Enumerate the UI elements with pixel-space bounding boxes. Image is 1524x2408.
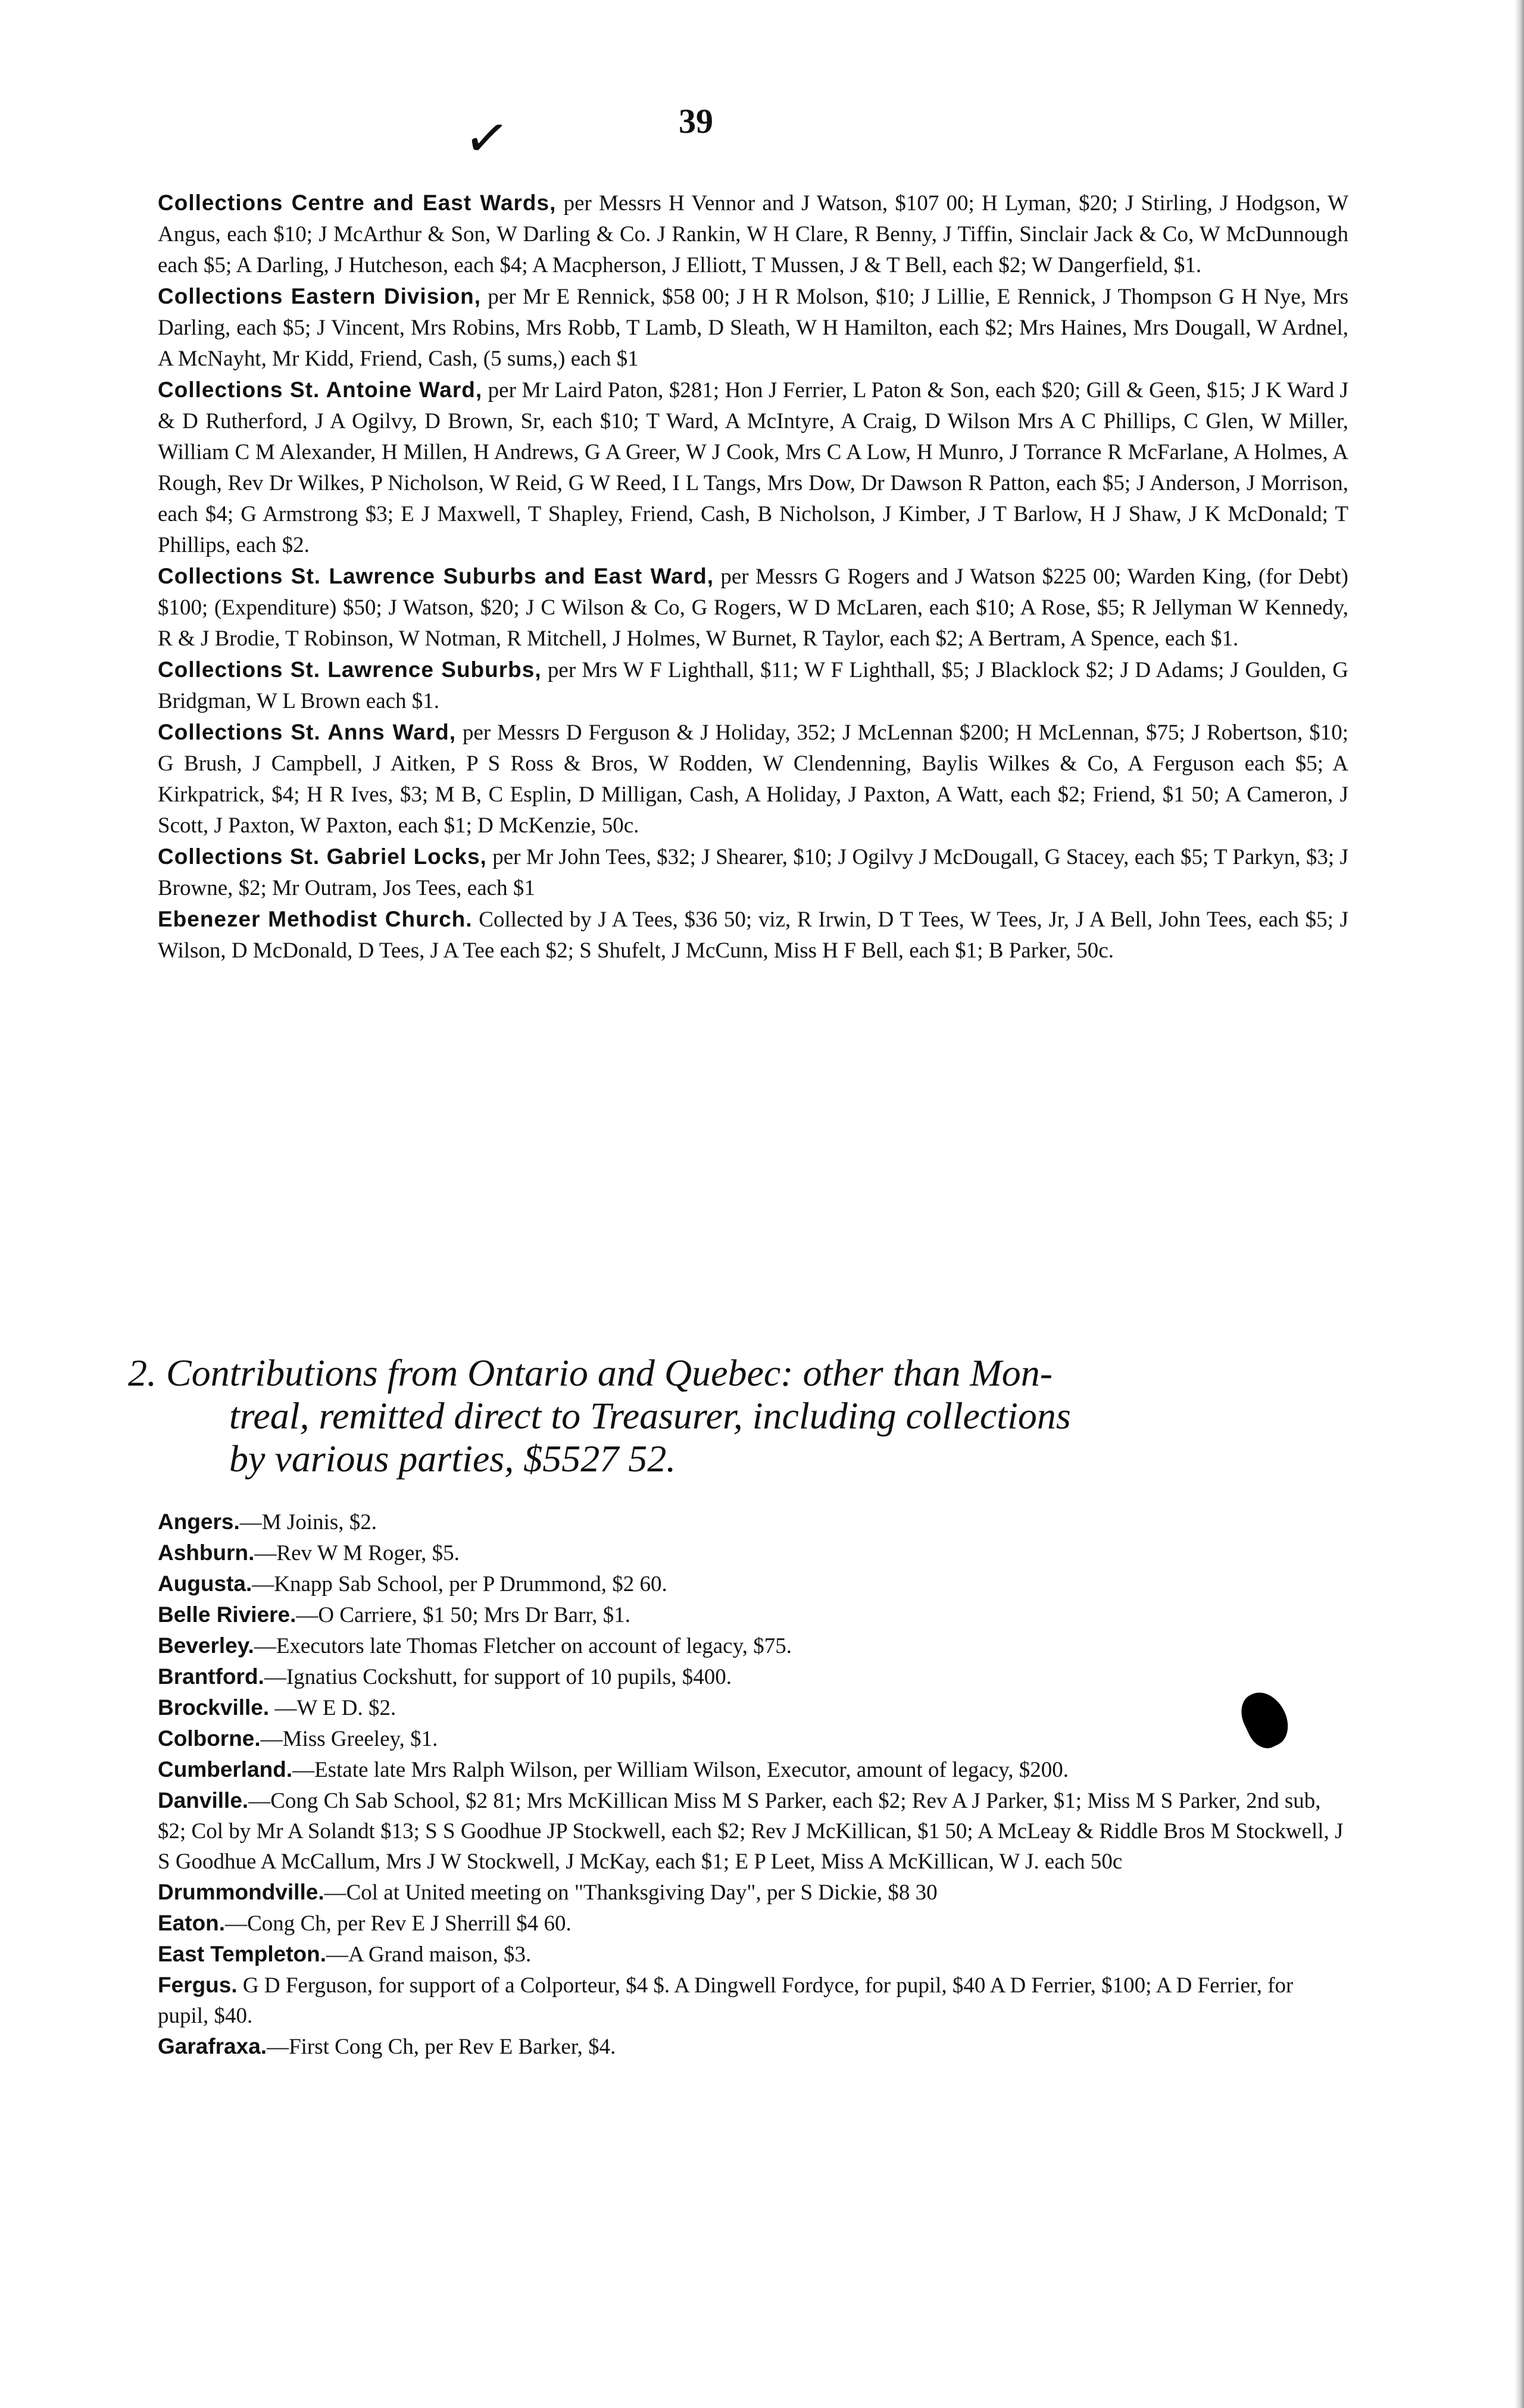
place-text: —Knapp Sab School, per P Drummond, $2 60.	[252, 1572, 667, 1596]
place-text: —O Carriere, $1 50; Mrs Dr Barr, $1.	[296, 1603, 631, 1627]
collection-text: Collected by J A Tees, $36 50; viz, R Irwin, D T Tees, W Tees, Jr, J A Bell, John Tees, each $5; J Wilson, D McDonald, D Tees, J A Tee each $2; S Shufelt, J McCunn, Miss H F Bell, each $1; B Parker, 50c.	[158, 907, 1348, 963]
place-entry	[158, 1970, 1348, 2031]
place-entry	[158, 1506, 1348, 1537]
collections-list	[158, 188, 1348, 966]
collection-paragraph	[158, 561, 1348, 654]
place-name: Eaton.	[158, 1911, 226, 1935]
collection-text: per Messrs H Vennor and J Watson, $107 00; H Lyman, $20; J Stirling, J Hodgson, W Angus, each $10; J McArthur & Son, W Darling & Co. J Rankin, W H Clare, R Benny, J Tiffin, Sinclair Jack & Co, W McDunnough each $5; A Darling, J Hutcheson, each $4; A Macpherson, J Elliott, T Mussen, J & T Bell, each $2; W Dangerfield, $1.	[158, 191, 1348, 277]
place-name: Brockville.	[158, 1695, 270, 1720]
place-entry	[158, 1537, 1348, 1568]
section-heading-line: 2. Contributions from Ontario and Quebec: other than Mon-	[128, 1352, 1053, 1394]
place-entry	[158, 1754, 1348, 1785]
place-entry	[158, 1599, 1348, 1630]
place-entry	[158, 2031, 1348, 2062]
place-entry	[158, 1661, 1348, 1692]
place-name: Brantford.	[158, 1664, 264, 1689]
section-heading-line: by various parties, $5527 52.	[229, 1437, 676, 1480]
place-name: Danville.	[158, 1788, 249, 1813]
place-text: —Miss Greeley, $1.	[260, 1727, 438, 1751]
place-entry	[158, 1908, 1348, 1939]
place-name: Cumberland.	[158, 1757, 293, 1782]
check-mark-icon: ✓	[460, 107, 513, 171]
collection-heading: Ebenezer Methodist Church.	[158, 907, 473, 931]
collection-paragraph	[158, 841, 1348, 904]
place-name: Beverley.	[158, 1633, 254, 1658]
place-name: Angers.	[158, 1509, 240, 1534]
collection-heading: Collections St. Gabriel Locks,	[158, 844, 487, 869]
place-entry	[158, 1785, 1348, 1877]
place-name: Belle Riviere.	[158, 1602, 296, 1627]
place-entry	[158, 1568, 1348, 1599]
page-edge-shadow	[1514, 0, 1524, 2408]
place-entry	[158, 1877, 1348, 1908]
collection-heading: Collections St. Antoine Ward,	[158, 378, 483, 402]
place-entry	[158, 1939, 1348, 1970]
place-text: —Rev W M Roger, $5.	[254, 1541, 460, 1565]
collection-paragraph	[158, 717, 1348, 841]
collection-heading: Collections St. Lawrence Suburbs,	[158, 657, 542, 682]
place-text: —W E D. $2.	[269, 1696, 396, 1720]
collection-paragraph	[158, 654, 1348, 717]
place-text: G D Ferguson, for support of a Colporteur, $4 $. A Dingwell Fordyce, for pupil, $40 A D Ferrier, $100; A D Ferrier, for pupil, $40.	[158, 1973, 1294, 2028]
collection-heading: Collections Eastern Division,	[158, 284, 482, 308]
place-text: —Ignatius Cockshutt, for support of 10 pupils, $400.	[264, 1665, 732, 1689]
collection-paragraph	[158, 188, 1348, 281]
collection-paragraph	[158, 281, 1348, 375]
page-number: 39	[679, 102, 713, 141]
collection-text: per Messrs G Rogers and J Watson $225 00; Warden King, (for Debt) $100; (Expenditure) $50; J Watson, $20; J C Wilson & Co, G Rogers, W D McLaren, each $10; A Rose, $5; R Jellyman W Kennedy, R & J Brodie, T Robinson, W Notman, R Mitchell, J Holmes, W Burnet, R Taylor, each $2; A Bertram, A Spence, each $1.	[158, 564, 1349, 651]
place-text: —Col at United meeting on "Thanksgiving Day", per S Dickie, $8 30	[324, 1880, 938, 1905]
place-text: —A Grand maison, $3.	[326, 1942, 532, 1967]
collection-text: per Mr John Tees, $32; J Shearer, $10; J Ogilvy J McDougall, G Stacey, each $5; T Parkyn, $3; J Browne, $2; Mr Outram, Jos Tees, each $1	[158, 845, 1348, 900]
place-entries	[158, 1506, 1348, 2062]
place-entry	[158, 1723, 1348, 1754]
collection-heading: Collections St. Anns Ward,	[158, 720, 457, 744]
collection-paragraph	[158, 375, 1348, 561]
place-name: Garafraxa.	[158, 2034, 267, 2058]
place-text: —M Joinis, $2.	[239, 1510, 377, 1534]
place-entry	[158, 1630, 1348, 1661]
place-name: Augusta.	[158, 1571, 252, 1596]
collection-text: per Mrs W F Lighthall, $11; W F Lighthall, $5; J Blacklock $2; J D Adams; J Goulden, G Bridgman, W L Brown each $1.	[158, 658, 1348, 713]
collection-text: per Mr E Rennick, $58 00; J H R Molson, $10; J Lillie, E Rennick, J Thompson G H Nye, Mrs Darling, each $5; J Vincent, Mrs Robins, Mrs Robb, T Lamb, D Sleath, W H Hamilton, each $2; Mrs Haines, Mrs Dougall, W Ardnel, A McNayht, Mr Kidd, Friend, Cash, (5 sums,) each $1	[158, 285, 1349, 371]
section-heading-line: treal, remitted direct to Treasurer, including collections	[229, 1395, 1071, 1437]
place-name: Ashburn.	[158, 1540, 255, 1565]
place-text: —Cong Ch Sab School, $2 81; Mrs McKillican Miss M S Parker, each $2; Rev A J Parker, $1; Miss M S Parker, 2nd sub, $2; Col by Mr A Solandt $13; S S Goodhue JP Stockwell, each $2; Rev J McKillican, $1 50; A McLeay & Riddle Bros M Stockwell, J S Goodhue A McCallum, Mrs J W Stockwell, J McKay, each $1; E P Leet, Miss A McKillican, W J. each 50c	[158, 1789, 1344, 1874]
collection-paragraph	[158, 904, 1348, 966]
place-entry	[158, 1692, 1348, 1723]
place-text: —Executors late Thomas Fletcher on account of legacy, $75.	[254, 1634, 792, 1658]
collection-text: per Mr Laird Paton, $281; Hon J Ferrier, L Paton & Son, each $20; Gill & Geen, $15; J K Ward J & D Rutherford, J A Ogilvy, D Brown, Sr, each $10; T Ward, A McIntyre, A Craig, D Wilson Mrs A C Phillips, C Glen, W Miller, William C M Alexander, H Millen, H Andrews, G A Greer, W J Cook, Mrs C A Low, H Munro, J Torrance R McFarlane, A Holmes, A Rough, Rev Dr Wilkes, P Nicholson, W Reid, G W Reed, I L Tangs, Mrs Dow, Dr Dawson R Patton, each $5; J Anderson, J Morrison, each $4; G Armstrong $3; E J Maxwell, T Shapley, Friend, Cash, B Nicholson, J Kimber, J T Barlow, H J Shaw, J K McDonald; T Phillips, each $2.	[158, 378, 1348, 557]
section-heading	[128, 1352, 1348, 1480]
place-text: —Estate late Mrs Ralph Wilson, per William Wilson, Executor, amount of legacy, $200.	[292, 1758, 1069, 1782]
place-name: Fergus.	[158, 1973, 238, 1997]
place-name: Colborne.	[158, 1726, 261, 1751]
collection-heading: Collections Centre and East Wards,	[158, 191, 557, 215]
place-text: —Cong Ch, per Rev E J Sherrill $4 60.	[225, 1911, 572, 1936]
place-name: East Templeton.	[158, 1942, 327, 1966]
collection-text: per Messrs D Ferguson & J Holiday, 352; J McLennan $200; H McLennan, $75; J Robertson, $10; G Brush, J Campbell, J Aitken, P S Ross & Bros, W Rodden, W Clendenning, Baylis Wilkes & Co, A Ferguson each $5; A Kirkpatrick, $4; H R Ives, $3; M B, C Esplin, D Milligan, Cash, A Holiday, J Paxton, A Watt, each $2; Friend, $1 50; A Cameron, J Scott, J Paxton, W Paxton, each $1; D McKenzie, 50c.	[158, 720, 1348, 838]
place-name: Drummondville.	[158, 1880, 324, 1904]
place-text: —First Cong Ch, per Rev E Barker, $4.	[267, 2035, 616, 2059]
collection-heading: Collections St. Lawrence Suburbs and East Ward,	[158, 564, 714, 588]
